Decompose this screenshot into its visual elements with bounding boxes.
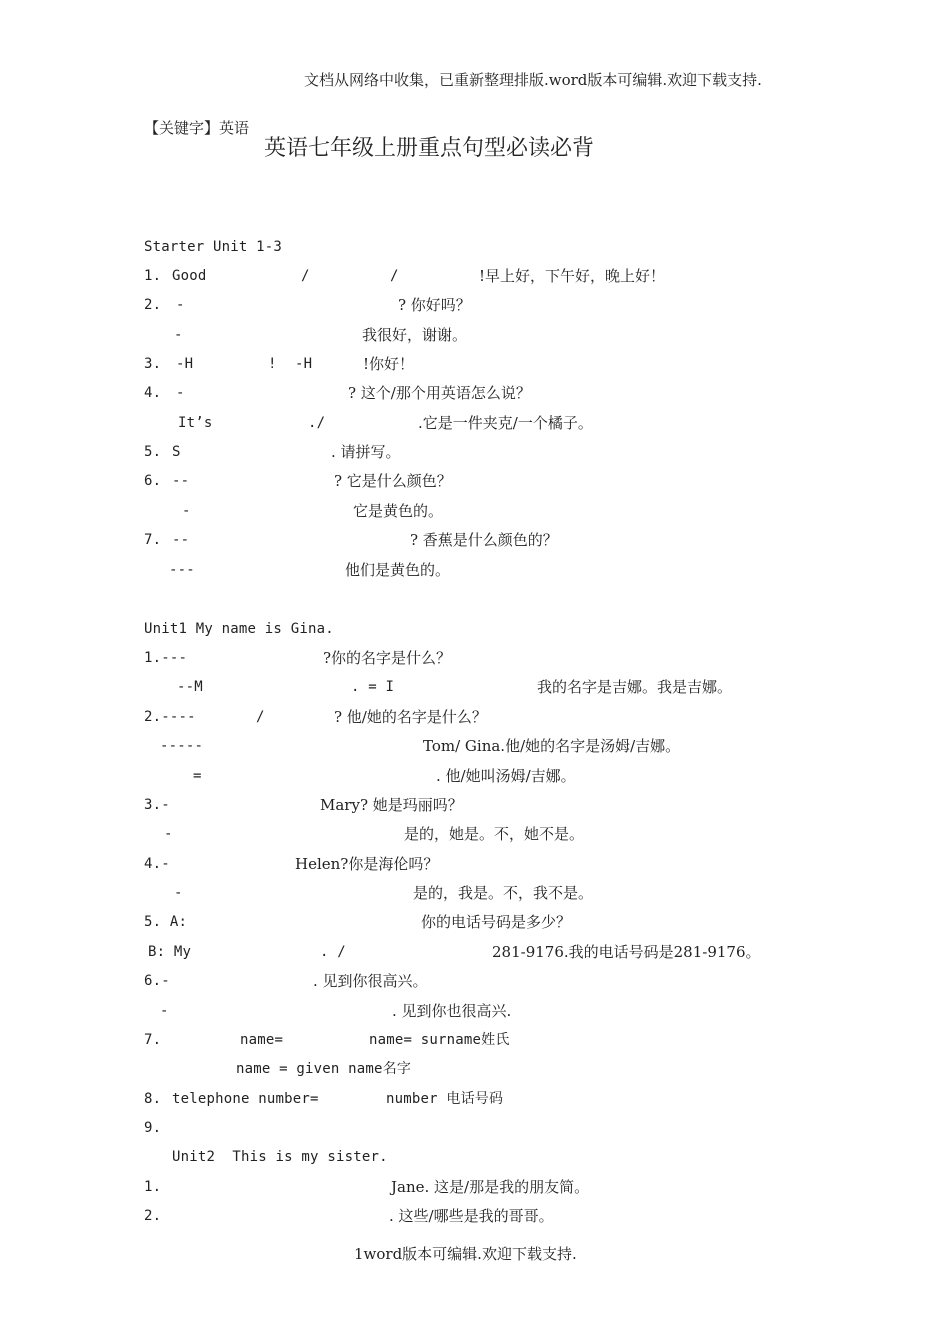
line-text: 是的，她是。不，她不是。 xyxy=(404,825,585,843)
item-number: 2.---- xyxy=(144,709,196,725)
line-text: 我的名字是吉娜。我是吉娜。 xyxy=(537,678,733,696)
line-text: 他们是黄色的。 xyxy=(345,561,451,579)
line-text: telephone number= xyxy=(172,1091,319,1107)
line-text: .它是一件夹克/一个橘子。 xyxy=(418,414,593,432)
line-text: ? 它是什么颜色？ xyxy=(334,472,452,490)
line-text: ./ xyxy=(308,415,326,431)
line-text: - xyxy=(174,327,183,343)
line-text: 我很好，谢谢。 xyxy=(362,326,468,344)
line-text: / xyxy=(256,709,265,725)
line-text: . 见到你很高兴。 xyxy=(313,972,428,990)
line-text: . 请拼写。 xyxy=(331,443,401,461)
line-text: 281-9176.我的电话号码是281-9176。 xyxy=(492,943,761,961)
line-text: ? 他/她的名字是什么？ xyxy=(334,708,487,726)
item-number: 1.--- xyxy=(144,650,188,666)
item-number: 1. xyxy=(144,268,162,284)
item-number: 1. xyxy=(144,1179,162,1195)
line-text: ? 香蕉是什么颜色的？ xyxy=(410,531,558,549)
line-text: ? 你好吗？ xyxy=(398,296,471,314)
line-text: ! xyxy=(268,356,277,372)
line-text: B: My xyxy=(148,944,192,960)
item-number: 3. xyxy=(144,356,162,372)
item-number: 5. xyxy=(144,444,162,460)
line-text: . / xyxy=(320,944,346,960)
keywords-label: 【关键字】英语 xyxy=(144,119,250,137)
line-text: S xyxy=(172,444,181,460)
line-text: - xyxy=(182,503,191,519)
line-text: - xyxy=(164,826,173,842)
line-text: !早上好，下午好，晚上好！ xyxy=(479,267,666,285)
line-text: ----- xyxy=(160,738,204,754)
line-text: -- xyxy=(172,532,190,548)
line-text: . 他/她叫汤姆/吉娜。 xyxy=(436,767,576,785)
line-text: number 电话号码 xyxy=(386,1091,504,1107)
line-text: . 这些/哪些是我的哥哥。 xyxy=(389,1207,554,1225)
line-text: ?你的名字是什么？ xyxy=(323,649,452,667)
line-text: - xyxy=(160,1003,169,1019)
item-number: 7. xyxy=(144,1032,162,1048)
item-number: 6.- xyxy=(144,973,170,989)
line-text: Helen?你是海伦吗？ xyxy=(295,855,439,873)
line-text: . 见到你也很高兴. xyxy=(392,1002,512,1020)
line-text: It’s xyxy=(178,415,213,431)
item-number: 7. xyxy=(144,532,162,548)
item-number: 3.- xyxy=(144,797,170,813)
item-number: 5. A: xyxy=(144,914,188,930)
item-number: 4.- xyxy=(144,856,170,872)
line-text: - xyxy=(176,297,185,313)
line-text: --M xyxy=(177,679,203,695)
line-text: -H xyxy=(176,356,194,372)
line-text: = xyxy=(193,768,202,784)
line-text: / xyxy=(390,268,399,284)
line-text: / xyxy=(301,268,310,284)
item-number: 2. xyxy=(144,297,162,313)
line-text: ? 这个/那个用英语怎么说？ xyxy=(348,384,531,402)
line-text: Mary? 她是玛丽吗？ xyxy=(320,796,463,814)
line-text: . = I xyxy=(351,679,395,695)
line-text: 是的，我是。不，我不是。 xyxy=(413,884,594,902)
line-text: !你好！ xyxy=(363,355,415,373)
item-number: 4. xyxy=(144,385,162,401)
footer-note: 1word版本可编辑.欢迎下载支持. xyxy=(354,1245,577,1263)
line-text: - xyxy=(174,885,183,901)
line-text: name= xyxy=(240,1032,284,1048)
item-number: 2. xyxy=(144,1208,162,1224)
page-title: 英语七年级上册重点句型必读必背 xyxy=(264,136,595,161)
line-text: Good xyxy=(172,268,207,284)
item-number: 8. xyxy=(144,1091,162,1107)
line-text: Tom/ Gina.他/她的名字是汤姆/吉娜。 xyxy=(423,737,681,755)
line-text: -- xyxy=(172,473,190,489)
section-heading-starter: Starter Unit 1-3 xyxy=(144,239,283,255)
section-heading-unit2: Unit2 This is my sister. xyxy=(172,1149,388,1165)
header-note: 文档从网络中收集，已重新整理排版.word版本可编辑.欢迎下载支持. xyxy=(304,71,762,89)
item-number: 6. xyxy=(144,473,162,489)
line-text: Jane. 这是/那是我的朋友简。 xyxy=(391,1178,590,1196)
line-text: - xyxy=(176,385,185,401)
item-number: 9. xyxy=(144,1120,162,1136)
section-heading-unit1: Unit1 My name is Gina. xyxy=(144,621,334,637)
line-text: 它是黄色的。 xyxy=(353,502,444,520)
line-text: -H xyxy=(295,356,313,372)
line-text: name = given name名字 xyxy=(236,1061,412,1077)
line-text: name= surname姓氏 xyxy=(369,1032,510,1048)
line-text: 你的电话号码是多少？ xyxy=(421,913,572,931)
line-text: --- xyxy=(169,562,195,578)
